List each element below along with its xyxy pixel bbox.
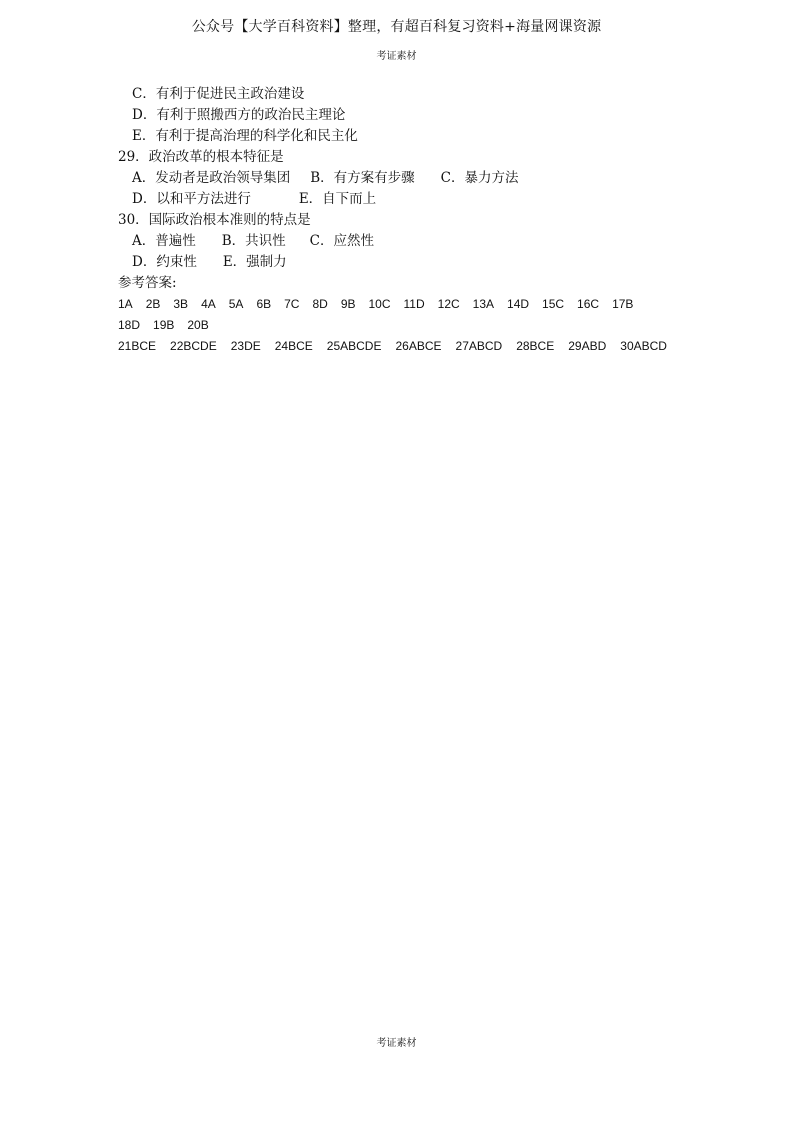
answer-item: 26ABCE: [395, 339, 442, 353]
answer-item: 18D: [118, 318, 141, 332]
q28-option-e: E．有利于提高治理的科学化和民主化: [132, 128, 358, 144]
q30-options-row-2: [118, 252, 698, 273]
q29-option-d: D．以和平方法进行: [132, 191, 251, 207]
answer-item: 17B: [612, 297, 634, 311]
answer-item: 27ABCD: [455, 339, 503, 353]
q30-options-row-1: [118, 231, 698, 252]
answer-item: 19B: [153, 318, 175, 332]
q29-options-row-1: [118, 168, 698, 189]
q30-option-d: D．约束性: [132, 254, 197, 270]
answer-item: 12C: [437, 297, 460, 311]
answer-item: 4A: [201, 297, 216, 311]
answer-item: 9B: [340, 297, 356, 311]
answer-item: 23DE: [230, 339, 261, 353]
answer-item: 2B: [145, 297, 161, 311]
answer-item: 3B: [173, 297, 189, 311]
q28-option-d: D．有利于照搬西方的政治民主理论: [132, 107, 346, 123]
answer-key-title: 参考答案:: [118, 275, 177, 291]
q29-options-row-2: [118, 189, 698, 210]
answer-item: 1A: [118, 297, 133, 311]
answer-item: 14D: [507, 297, 530, 311]
answer-item: 15C: [542, 297, 565, 311]
page-header: 考证素材: [376, 51, 417, 62]
answer-item: 22BCDE: [170, 339, 217, 353]
answer-item: 13A: [472, 297, 495, 311]
answer-item: 16C: [577, 297, 600, 311]
q30-option-b: B．共识性: [221, 233, 286, 249]
answer-item: 10C: [368, 297, 391, 311]
answer-item: 20B: [187, 318, 209, 332]
q29-option-a: A．发动者是政治领导集团: [132, 170, 291, 186]
answer-item: 6B: [256, 297, 272, 311]
q30-option-a: A．普遍性: [132, 233, 196, 249]
answer-item: 29ABD: [568, 339, 607, 353]
answer-item: 30ABCD: [620, 339, 667, 353]
answer-item: 25ABCDE: [326, 339, 382, 353]
q29-option-b: B．有方案有步骤: [310, 170, 415, 186]
q30-option-e: E．强制力: [222, 254, 287, 270]
answer-key-row-1: [118, 294, 698, 315]
q29-option-c: C．暴力方法: [440, 170, 519, 186]
document-body: [118, 84, 698, 357]
answer-item: 8D: [312, 297, 328, 311]
q28-option-c: C．有利于促进民主政治建设: [132, 86, 305, 102]
q30-option-c: C．应然性: [309, 233, 375, 249]
answer-item: 11D: [403, 297, 425, 311]
source-banner: 公众号【大学百科资料】整理，有超百科复习资料+海量网课资源: [191, 19, 602, 35]
answer-item: 5A: [228, 297, 244, 311]
q30-stem: 30．国际政治根本准则的特点是: [118, 212, 311, 228]
q29-option-e: E．自下而上: [298, 191, 377, 207]
answer-item: 7C: [284, 297, 300, 311]
page-footer: 考证素材: [376, 1038, 417, 1049]
answer-key-row-2: [118, 315, 698, 336]
answer-key-row-3: [118, 336, 698, 357]
answer-item: 24BCE: [274, 339, 313, 353]
answer-item: 21BCE: [118, 339, 157, 353]
answer-item: 28BCE: [516, 339, 555, 353]
q29-stem: 29．政治改革的根本特征是: [118, 149, 284, 165]
